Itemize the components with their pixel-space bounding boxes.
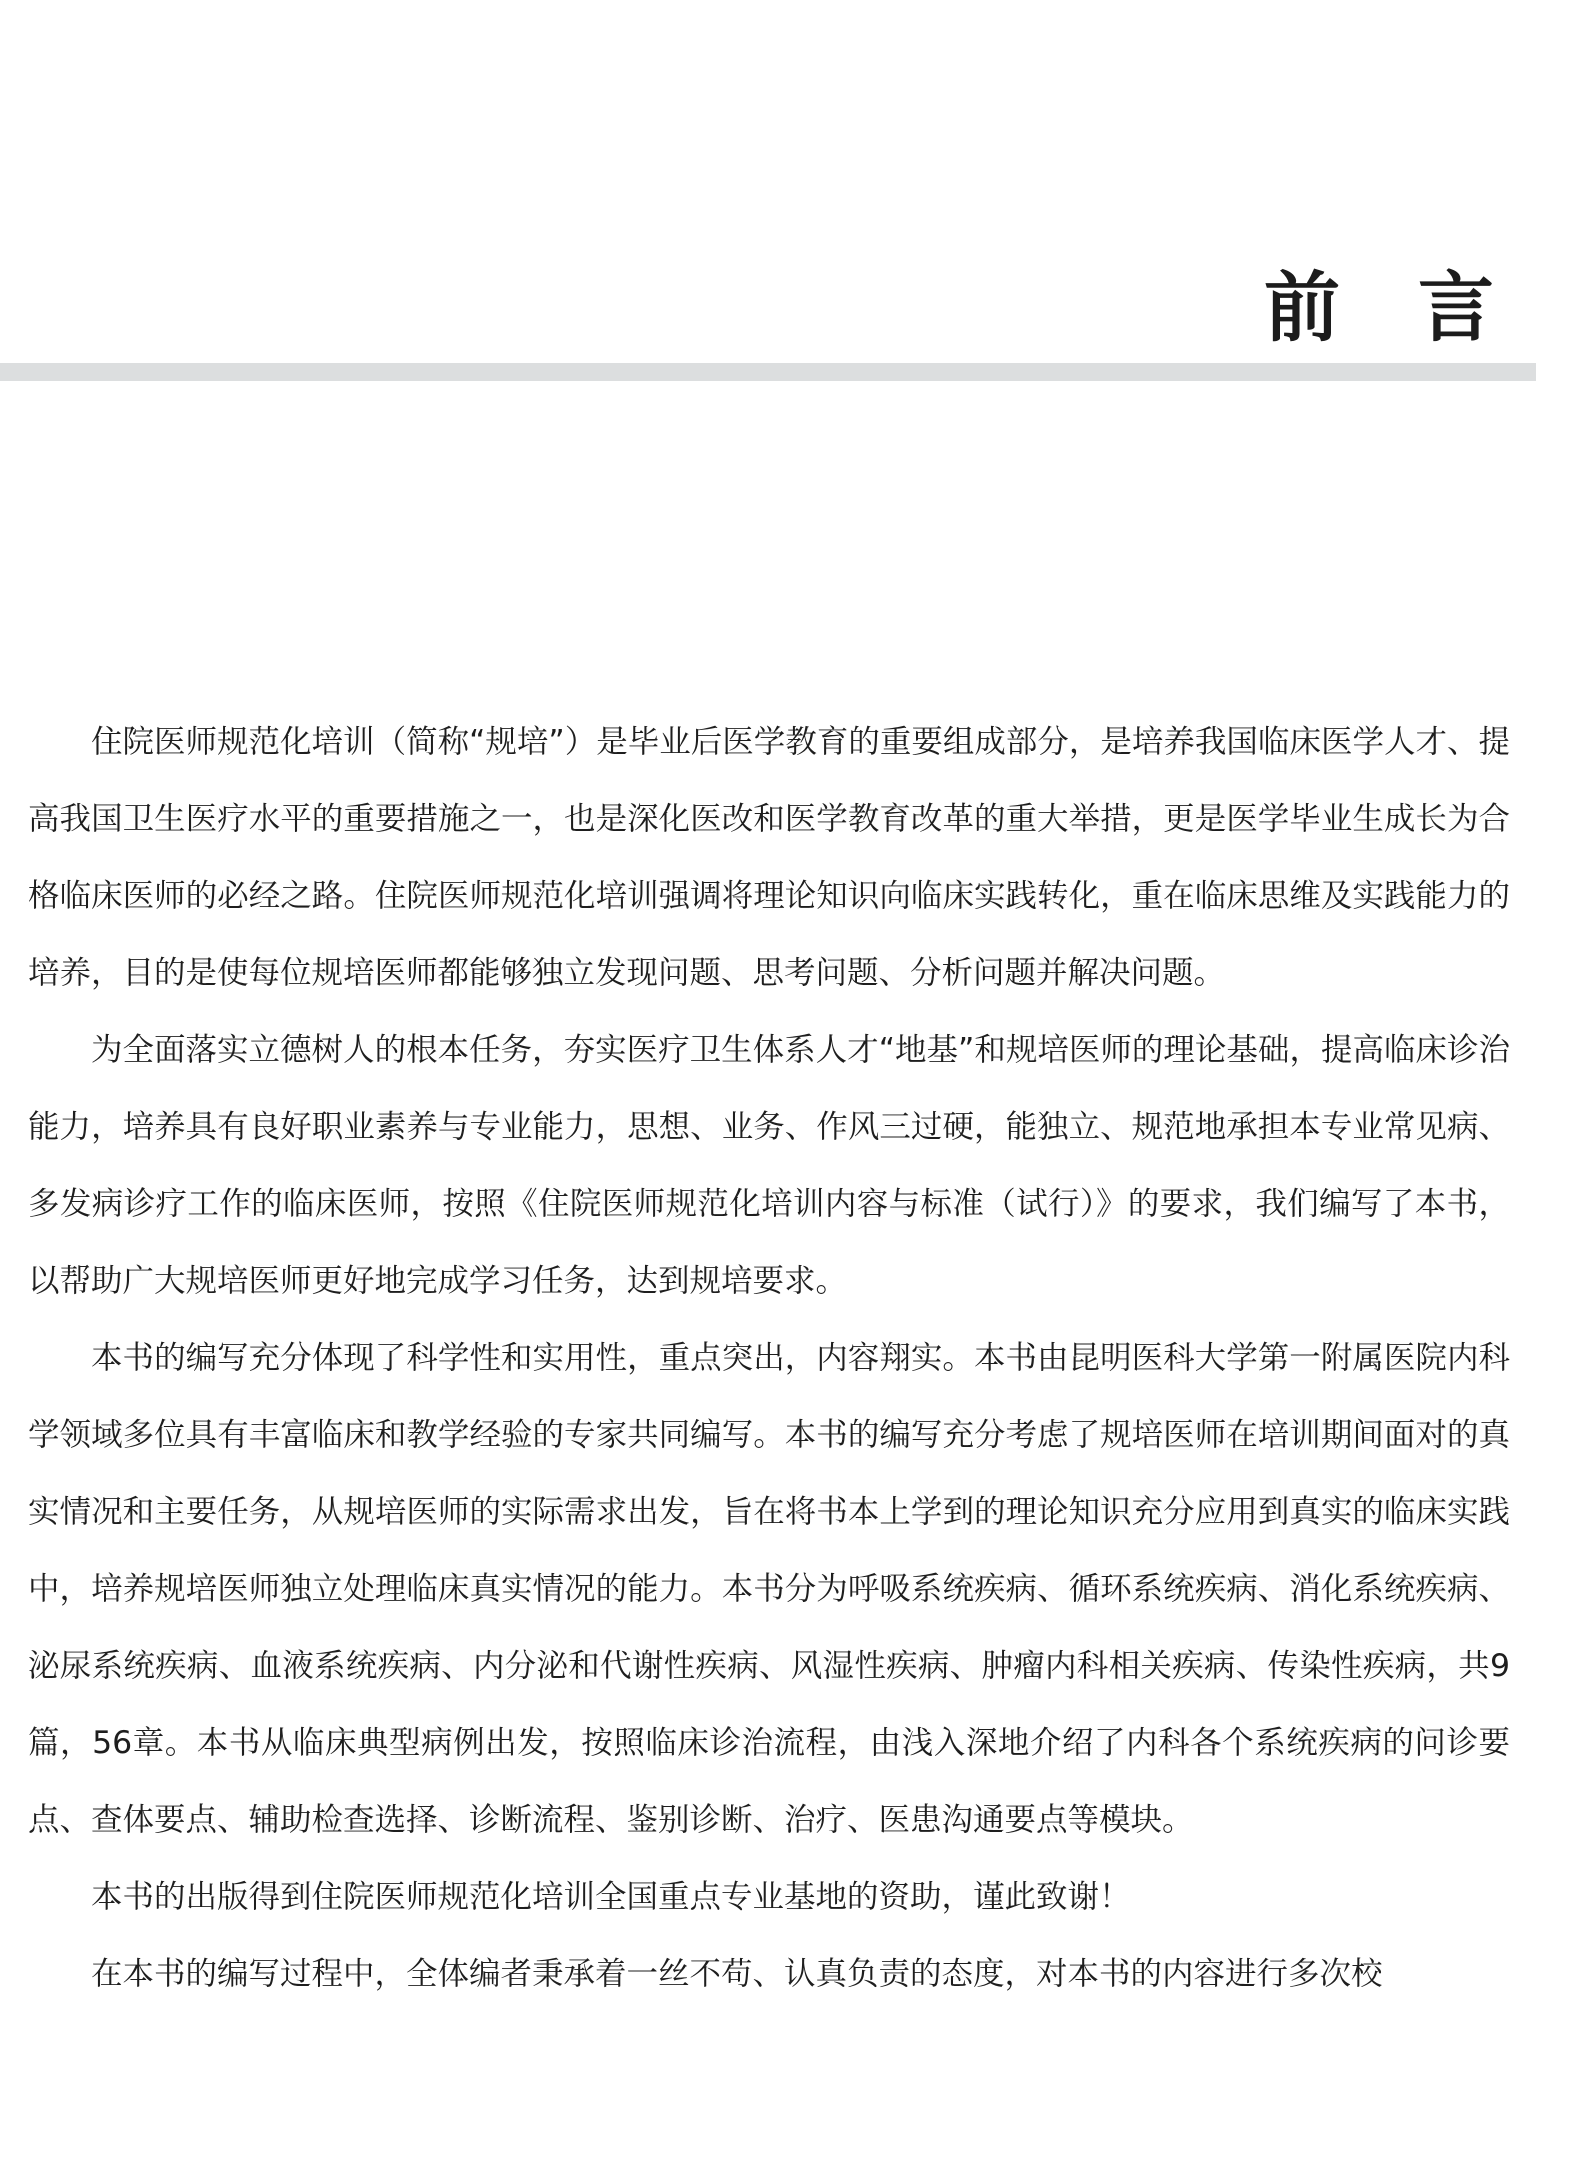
page-title: 前言: [1264, 263, 1572, 352]
title-divider: [0, 363, 1536, 381]
paragraph-1: 住院医师规范化培训（简称“规培”）是毕业后医学教育的重要组成部分，是培养我国临床医学人才、提高我国卫生医疗水平的重要措施之一，也是深化医改和医学教育改革的重大举措，更是医学毕业生成长为合格临床医师的必经之路。住院医师规范化培训强调将理论知识向临床实践转化，重在临床思维及实践能力的培养，目的是使每位规培医师都能够独立发现问题、思考问题、分析问题并解决问题。: [28, 724, 1510, 991]
paragraph-5: 在本书的编写过程中，全体编者秉承着一丝不苟、认真负责的态度，对本书的内容进行多次校: [91, 1956, 1383, 1992]
paragraph-2: 为全面落实立德树人的根本任务，夯实医疗卫生体系人才“地基”和规培医师的理论基础，提高临床诊治能力，培养具有良好职业素养与专业能力，思想、业务、作风三过硬，能独立、规范地承担本专业常见病、多发病诊疗工作的临床医师，按照《住院医师规范化培训内容与标准（试行）》的要求，我们编写了本书，以帮助广大规培医师更好地完成学习任务，达到规培要求。: [28, 1032, 1510, 1299]
paragraph-3: 本书的编写充分体现了科学性和实用性，重点突出，内容翔实。本书由昆明医科大学第一附属医院内科学领域多位具有丰富临床和教学经验的专家共同编写。本书的编写充分考虑了规培医师在培训期间面对的真实情况和主要任务，从规培医师的实际需求出发，旨在将书本上学到的理论知识充分应用到真实的临床实践中，培养规培医师独立处理临床真实情况的能力。本书分为呼吸系统疾病、循环系统疾病、消化系统疾病、泌尿系统疾病、血液系统疾病、内分泌和代谢性疾病、风湿性疾病、肿瘤内科相关疾病、传染性疾病，共9篇，56章。本书从临床典型病例出发，按照临床诊治流程，由浅入深地介绍了内科各个系统疾病的问诊要点、查体要点、辅助检查选择、诊断流程、鉴别诊断、治疗、医患沟通要点等模块。: [28, 1340, 1510, 1838]
paragraph-4: 本书的出版得到住院医师规范化培训全国重点专业基地的资助，谨此致谢！: [91, 1879, 1131, 1915]
preface-body: [28, 704, 1510, 2013]
